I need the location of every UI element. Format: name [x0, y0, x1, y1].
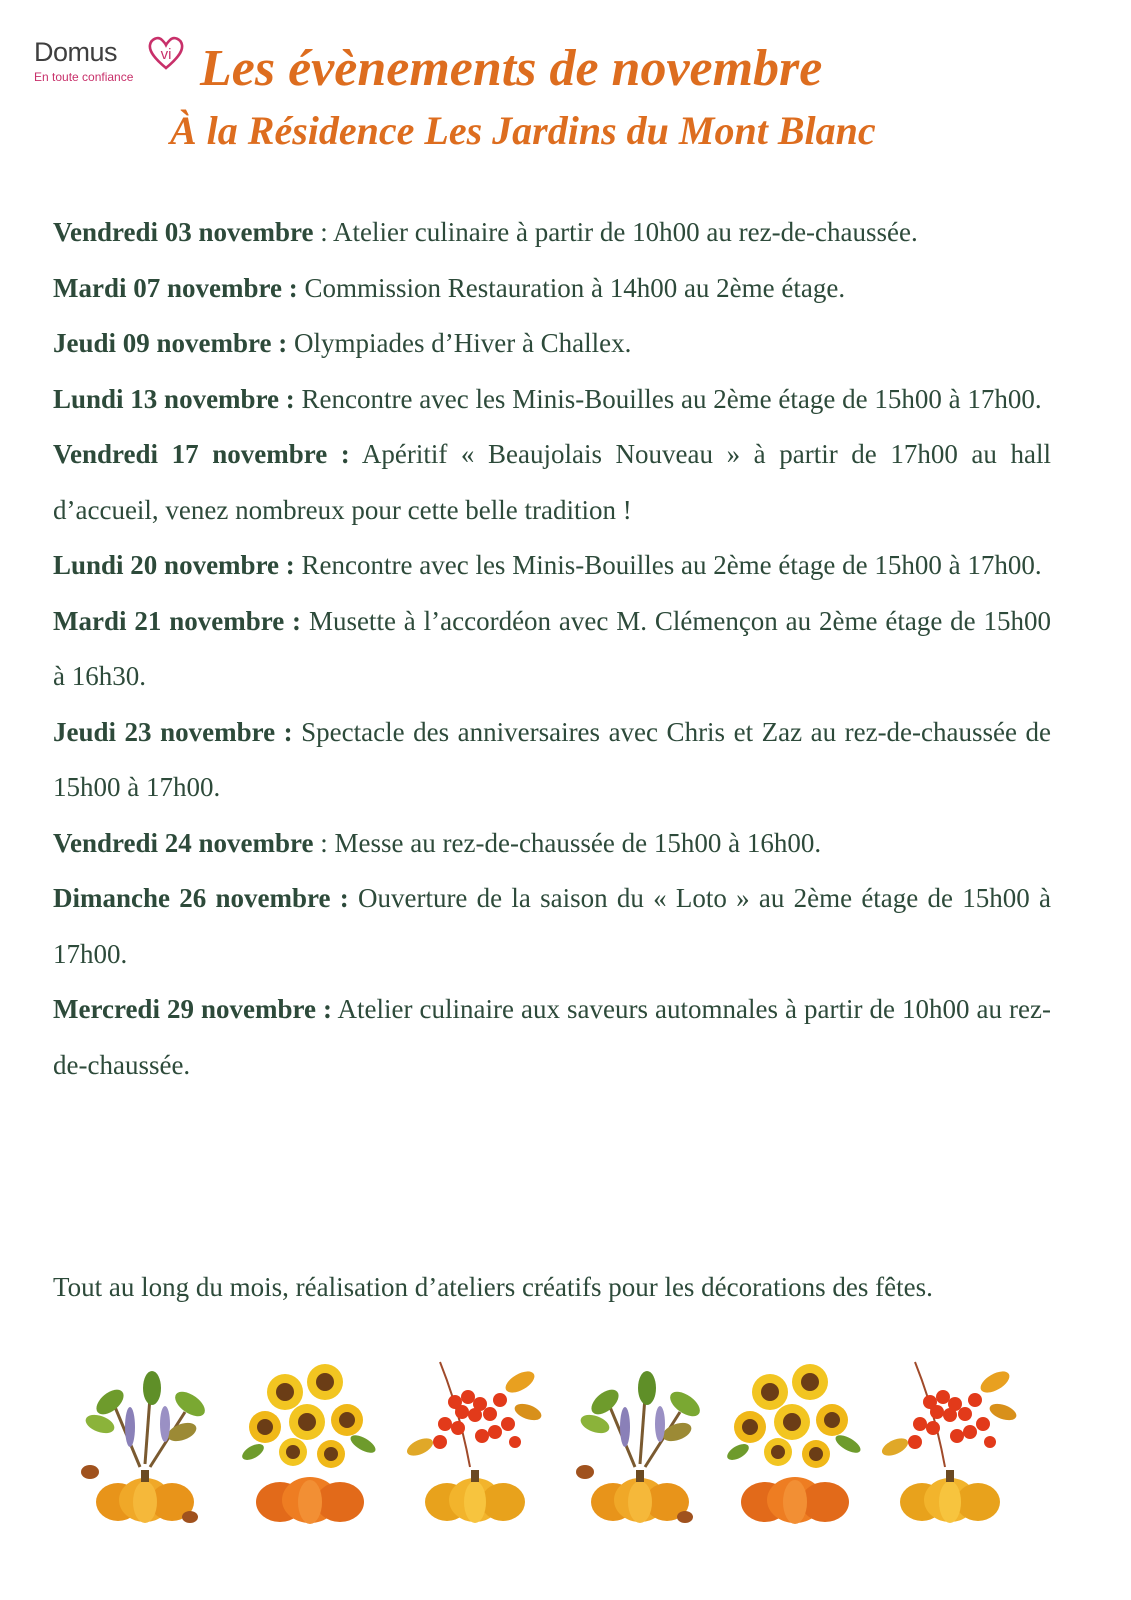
event-text: Olympiades d’Hiver à Challex.: [294, 328, 632, 358]
event-separator: [287, 328, 294, 358]
event-date: Vendredi 17 novembre :: [53, 439, 350, 469]
event-text: Rencontre avec les Minis-Bouilles au 2ème étage de 15h00 à 17h00.: [301, 383, 1042, 414]
event-item: [53, 538, 1051, 594]
page-subtitle: À la Résidence Les Jardins du Mont Blanc: [170, 108, 876, 153]
event-separator: [295, 550, 302, 580]
pumpkin-berries-icon: [875, 1352, 1025, 1527]
pumpkin-sunflowers-icon: [235, 1352, 385, 1527]
event-date: Vendredi 03 novembre: [53, 217, 314, 247]
event-text: Messe au rez-de-chaussée de 15h00 à 16h00.: [334, 827, 822, 858]
event-separator: :: [313, 827, 335, 858]
logo-heart-letters: vi: [160, 46, 172, 63]
event-item: [53, 427, 1051, 538]
decoration-row: [70, 1352, 1030, 1527]
event-text: Atelier culinaire à partir de 10h00 au rez-de-chaussée.: [333, 217, 918, 247]
event-date: Mercredi 29 novembre :: [53, 994, 332, 1024]
pumpkin-oak-leaves-icon: [565, 1352, 715, 1527]
event-separator: [295, 384, 302, 414]
pumpkin-oak-leaves-icon: [70, 1352, 220, 1527]
event-date: Mardi 07 novembre :: [53, 272, 298, 303]
event-text: Rencontre avec les Minis-Bouilles au 2ème étage de 15h00 à 17h00.: [301, 550, 1042, 580]
event-date: Mardi 21 novembre :: [53, 605, 302, 636]
event-date: Jeudi 23 novembre :: [53, 716, 293, 747]
event-item: [53, 316, 1051, 372]
event-item: [53, 372, 1051, 428]
closing-note: Tout au long du mois, réalisation d’ateliers créatifs pour les décorations des fêtes.: [53, 1272, 933, 1302]
event-text: Spectacle des anniversaires avec Chris et Zaz au rez-de-chaussée de 15h00 à 17h00.: [53, 716, 1051, 802]
event-text: Atelier culinaire aux saveurs automnales à partir de 10h00 au rez-de-chaussée.: [53, 994, 1051, 1080]
event-date: Lundi 13 novembre :: [53, 383, 295, 414]
logo-word: Domus: [34, 37, 118, 67]
event-separator: [349, 883, 358, 913]
event-separator: :: [313, 217, 334, 247]
event-separator: [301, 606, 309, 636]
domusvi-logo: [34, 36, 194, 88]
event-item: [53, 705, 1051, 816]
event-item: [53, 594, 1051, 705]
event-item: [53, 261, 1051, 317]
event-date: Vendredi 24 novembre: [53, 827, 314, 858]
event-item: [53, 982, 1051, 1093]
event-separator: [350, 439, 362, 469]
logo-tagline: En toute confiance: [34, 70, 134, 84]
event-date: Lundi 20 novembre :: [53, 550, 295, 580]
heart-icon: [148, 36, 184, 70]
pumpkin-sunflowers-icon: [720, 1352, 870, 1527]
event-text: Commission Restauration à 14h00 au 2ème étage.: [304, 272, 846, 303]
event-date: Jeudi 09 novembre :: [53, 328, 288, 358]
event-separator: [293, 717, 302, 747]
events-list: [53, 205, 1051, 1093]
event-text: Ouverture de la saison du « Loto » au 2ème étage de 15h00 à 17h00.: [53, 883, 1051, 969]
event-text: Apéritif « Beaujolais Nouveau » à partir de 17h00 au hall d’accueil, venez nombreux pour cette belle tradition !: [53, 439, 1051, 525]
event-date: Dimanche 26 novembre :: [53, 883, 349, 913]
page-title: Les évènements de novembre: [200, 40, 823, 97]
event-item: [53, 871, 1051, 982]
event-item: [53, 816, 1051, 872]
pumpkin-berries-icon: [400, 1352, 550, 1527]
event-text: Musette à l’accordéon avec M. Clémençon au 2ème étage de 15h00 à 16h30.: [53, 605, 1052, 691]
event-item: [53, 205, 1051, 261]
